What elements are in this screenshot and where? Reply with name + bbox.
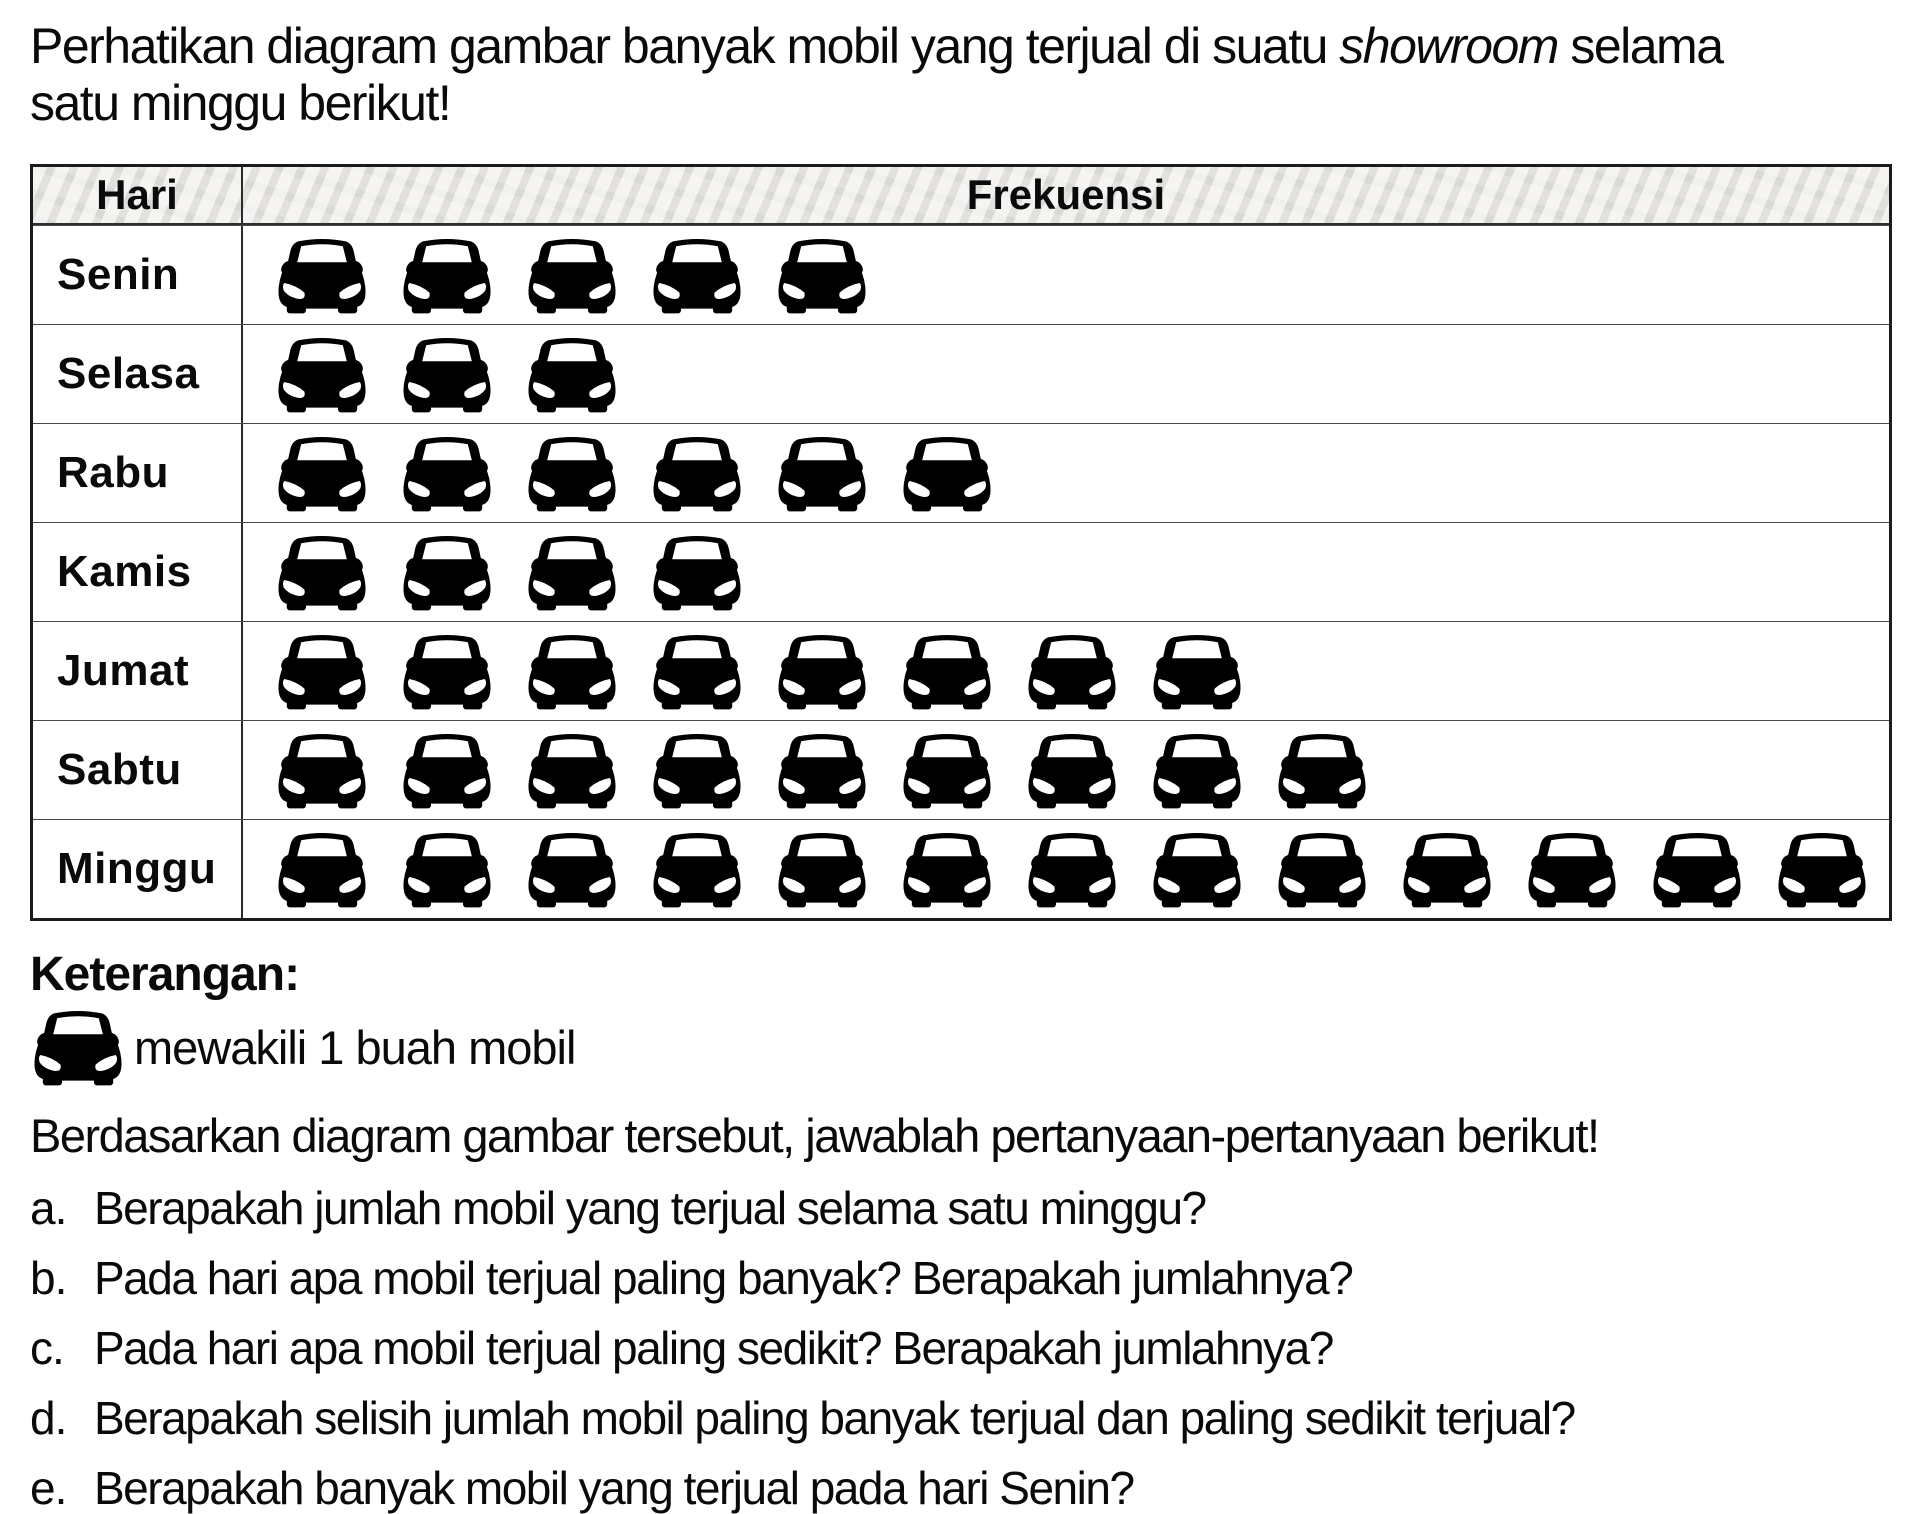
pictogram-table [30,164,1892,921]
header-cell-hari [33,167,243,223]
table-header-row [33,167,1889,225]
car-icon [1273,730,1371,810]
car-icons [243,424,1889,522]
car-icon [898,730,996,810]
page-title [30,18,1892,132]
car-icon [1523,829,1621,909]
table-row [33,324,1889,423]
car-icon [523,730,621,810]
car-icons [243,622,1889,720]
table-row [33,423,1889,522]
car-icon [648,532,746,612]
question-item [30,1253,1892,1303]
car-icon [273,829,371,909]
question-letter: e. [30,1462,67,1514]
car-icons [243,820,1889,918]
header-frekuensi-label: Frekuensi [966,171,1166,218]
car-icon [273,532,371,612]
question-letter: a. [30,1182,67,1234]
table-row [33,621,1889,720]
car-icons [243,523,1889,621]
car-icon [773,829,871,909]
question-item [30,1463,1892,1513]
car-icon [898,829,996,909]
car-icon [273,631,371,711]
instruction-text: Berdasarkan diagram gambar tersebut, jawablah pertanyaan-pertanyaan berikut! [30,1109,1599,1162]
header-cell-frekuensi [243,167,1889,223]
question-text: Berapakah jumlah mobil yang terjual selama satu minggu? [94,1182,1206,1234]
question-letter: b. [30,1252,67,1304]
car-icon [898,433,996,513]
day-cell [33,721,243,819]
car-icon [273,730,371,810]
question-text: Berapakah banyak mobil yang terjual pada hari Senin? [94,1462,1134,1514]
legend-car-slot [30,1004,126,1090]
car-icon [773,433,871,513]
day-label: Senin [57,250,180,299]
car-icon [648,433,746,513]
question-text: Pada hari apa mobil terjual paling banyak? Berapakah jumlahnya? [94,1252,1353,1304]
car-icon [1773,829,1871,909]
car-icon [773,631,871,711]
car-icon [648,829,746,909]
question-item [30,1183,1892,1233]
car-icon [523,235,621,315]
day-label: Jumat [57,646,190,695]
car-icon [1648,829,1746,909]
car-icon [523,532,621,612]
question-letter: d. [30,1392,67,1444]
car-icon [398,532,496,612]
table-row [33,522,1889,621]
question-item [30,1323,1892,1373]
car-icon [648,235,746,315]
car-icon [1148,631,1246,711]
car-icon [398,334,496,414]
car-icon [1148,730,1246,810]
day-cell [33,820,243,918]
title-line-2: satu minggu berikut! [30,75,451,131]
pictogram-body [33,225,1889,918]
table-row [33,225,1889,324]
car-icon [523,334,621,414]
legend-row [30,1004,1892,1090]
car-icons [243,721,1889,819]
car-icon [273,334,371,414]
day-cell [33,424,243,522]
table-row [33,720,1889,819]
car-icon [398,829,496,909]
day-cell [33,226,243,324]
car-icon [523,433,621,513]
title-text-showroom: showroom [1339,18,1558,74]
legend-text: mewakili 1 buah mobil [134,1020,576,1074]
car-icon [1023,829,1121,909]
title-line-1 [30,18,1892,75]
day-label: Rabu [57,448,169,497]
day-cell [33,325,243,423]
header-hari-label: Hari [96,171,178,218]
car-icon [648,730,746,810]
car-icon [523,631,621,711]
day-label: Selasa [57,349,200,398]
question-text: Pada hari apa mobil terjual paling sedikit? Berapakah jumlahnya? [94,1322,1333,1374]
car-icon [1273,829,1371,909]
car-icon [398,730,496,810]
car-icon [398,235,496,315]
car-icon [648,631,746,711]
car-icon [773,235,871,315]
title-text-post: selama [1557,18,1723,74]
legend-heading: Keterangan: [30,948,300,1001]
title-text-pre: Perhatikan diagram gambar banyak mobil yang terjual di suatu [30,18,1340,74]
day-label: Sabtu [57,745,182,794]
car-icon [1023,730,1121,810]
car-icon [273,235,371,315]
car-icons [243,325,1889,423]
day-label: Kamis [57,547,192,596]
car-icon [398,631,496,711]
day-cell [33,523,243,621]
car-icon [273,433,371,513]
car-icons [243,226,1889,324]
day-label: Minggu [57,844,217,893]
table-row [33,819,1889,918]
car-icon [773,730,871,810]
day-cell [33,622,243,720]
question-letter: c. [30,1322,64,1374]
car-icon [1023,631,1121,711]
car-icon [1398,829,1496,909]
question-text: Berapakah selisih jumlah mobil paling banyak terjual dan paling sedikit terjual? [94,1392,1575,1444]
question-item [30,1393,1892,1443]
car-icon [1148,829,1246,909]
car-icon [523,829,621,909]
car-icon [898,631,996,711]
car-icon [30,1004,126,1090]
car-icon [398,433,496,513]
question-list [30,1183,1892,1513]
